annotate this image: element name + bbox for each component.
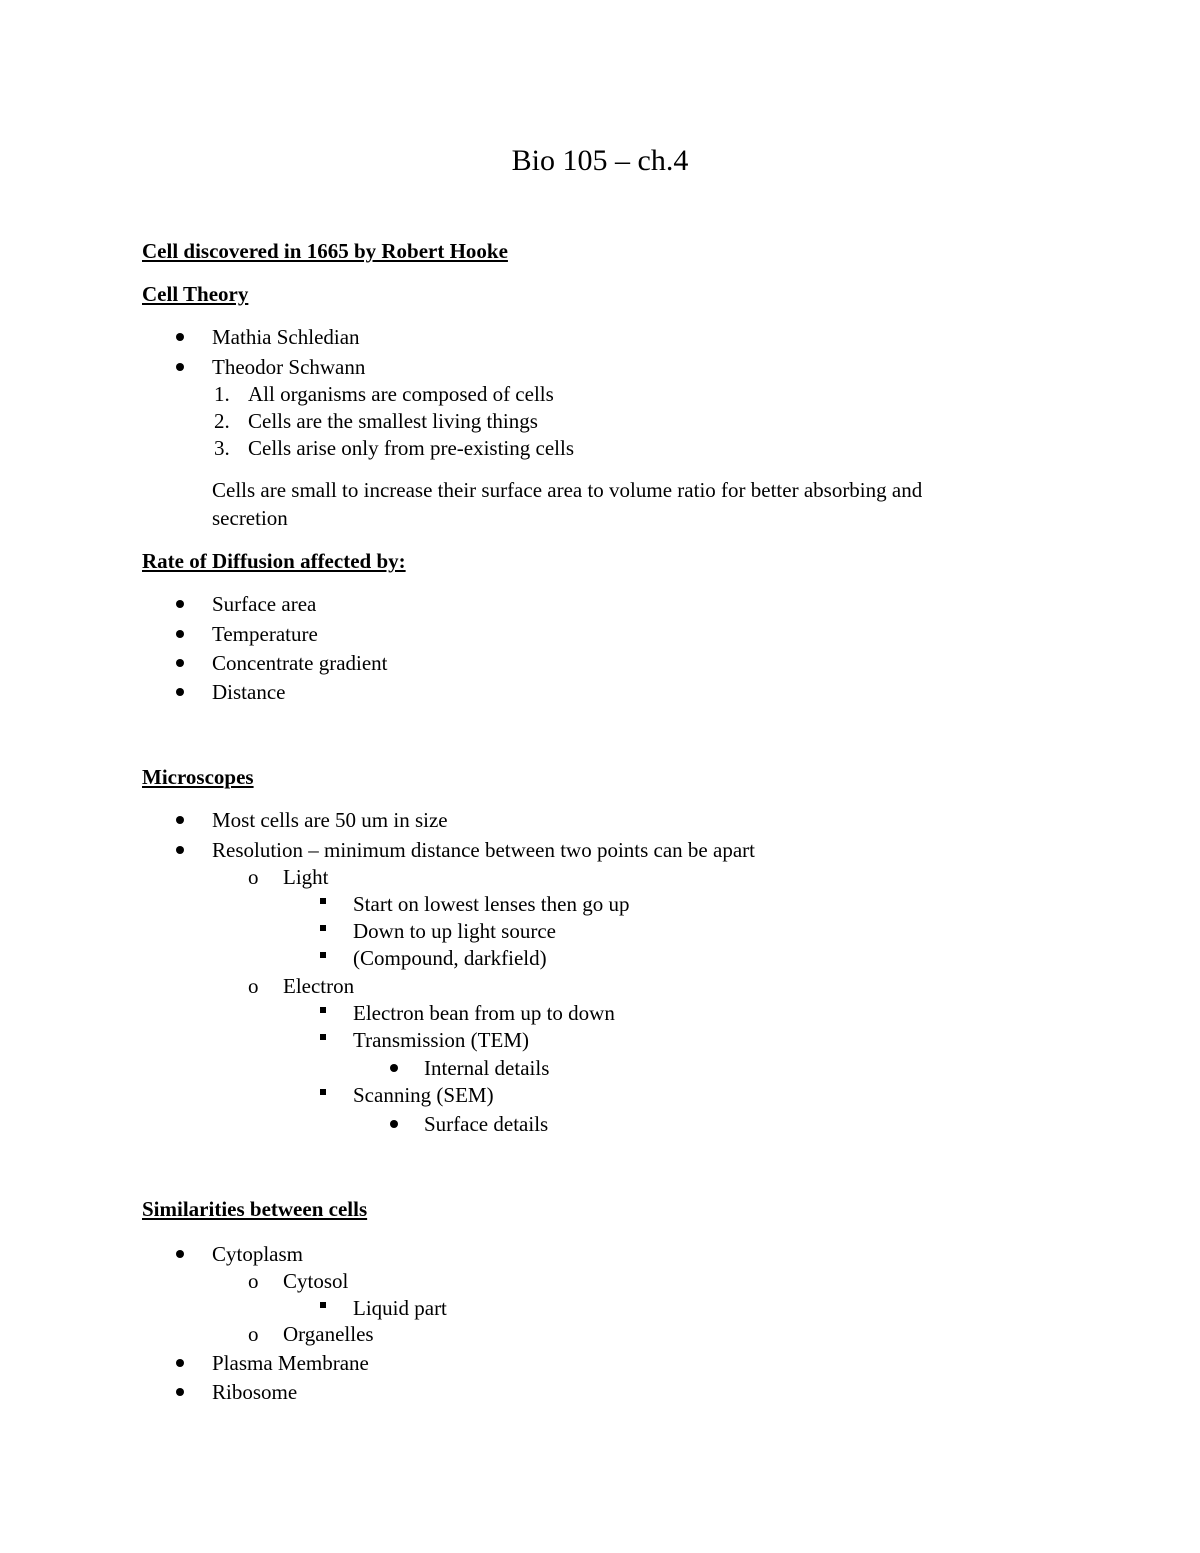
list-item-light: Light — [283, 865, 329, 889]
bullet-square — [320, 925, 326, 931]
list-item: Down to up light source — [353, 919, 556, 943]
bullet-dot — [176, 688, 184, 696]
bullet-dot — [176, 846, 184, 854]
heading-diffusion: Rate of Diffusion affected by: — [142, 549, 406, 573]
bullet-dot — [176, 816, 184, 824]
list-item: Ribosome — [212, 1380, 298, 1404]
bullet-dot — [176, 630, 184, 638]
bullet-dot — [176, 1250, 184, 1258]
heading-cell-theory: Cell Theory — [142, 282, 249, 306]
bullet-square — [320, 1007, 326, 1013]
list-item: Transmission (TEM) — [353, 1028, 529, 1052]
list-item: Most cells are 50 um in size — [212, 808, 448, 832]
list-item: Cytoplasm — [212, 1242, 304, 1266]
bullet-dot — [176, 333, 184, 341]
bullet-dot — [390, 1064, 398, 1072]
list-item: Cytosol — [283, 1269, 349, 1293]
page-title: Bio 105 – ch.4 — [511, 144, 689, 177]
list-item: Surface details — [424, 1112, 549, 1136]
list-item: Cells arise only from pre-existing cells — [248, 436, 575, 460]
list-item: Electron bean from up to down — [353, 1001, 615, 1025]
heading-cell-discovered: Cell discovered in 1665 by Robert Hooke — [142, 239, 508, 263]
bullet-dot — [176, 600, 184, 608]
list-item: Concentrate gradient — [212, 651, 388, 675]
list-item: Surface area — [212, 592, 317, 616]
list-item: Plasma Membrane — [212, 1351, 369, 1375]
list-number: 2. — [214, 409, 230, 433]
list-item: Theodor Schwann — [212, 355, 366, 379]
bullet-circle: o — [248, 865, 259, 889]
list-item-electron: Electron — [283, 974, 355, 998]
paragraph-small-cells: Cells are small to increase their surface area to volume ratio for better absorbing and — [212, 478, 923, 502]
list-item: Organelles — [283, 1322, 374, 1346]
list-item: Temperature — [212, 622, 318, 646]
list-number: 3. — [214, 436, 230, 460]
list-item: All organisms are composed of cells — [248, 382, 554, 406]
bullet-dot — [390, 1120, 398, 1128]
bullet-square — [320, 952, 326, 958]
heading-similarities: Similarities between cells — [142, 1197, 368, 1221]
list-item: Start on lowest lenses then go up — [353, 892, 630, 916]
list-item: Resolution – minimum distance between two points can be apart — [212, 838, 755, 862]
bullet-square — [320, 898, 326, 904]
list-number: 1. — [214, 382, 230, 406]
list-item: (Compound, darkfield) — [353, 946, 547, 970]
list-item: Mathia Schledian — [212, 325, 360, 349]
bullet-square — [320, 1089, 326, 1095]
list-item: Cells are the smallest living things — [248, 409, 538, 433]
list-item: Scanning (SEM) — [353, 1083, 494, 1107]
bullet-dot — [176, 659, 184, 667]
bullet-dot — [176, 363, 184, 371]
heading-microscopes: Microscopes — [142, 765, 254, 789]
bullet-circle: o — [248, 1269, 259, 1293]
bullet-square — [320, 1302, 326, 1308]
bullet-dot — [176, 1359, 184, 1367]
list-item: Distance — [212, 680, 286, 704]
bullet-square — [320, 1034, 326, 1040]
paragraph-small-cells-cont: secretion — [212, 506, 288, 530]
list-item: Internal details — [424, 1056, 550, 1080]
bullet-dot — [176, 1388, 184, 1396]
bullet-circle: o — [248, 1322, 259, 1346]
list-item: Liquid part — [353, 1296, 447, 1320]
bullet-circle: o — [248, 974, 259, 998]
